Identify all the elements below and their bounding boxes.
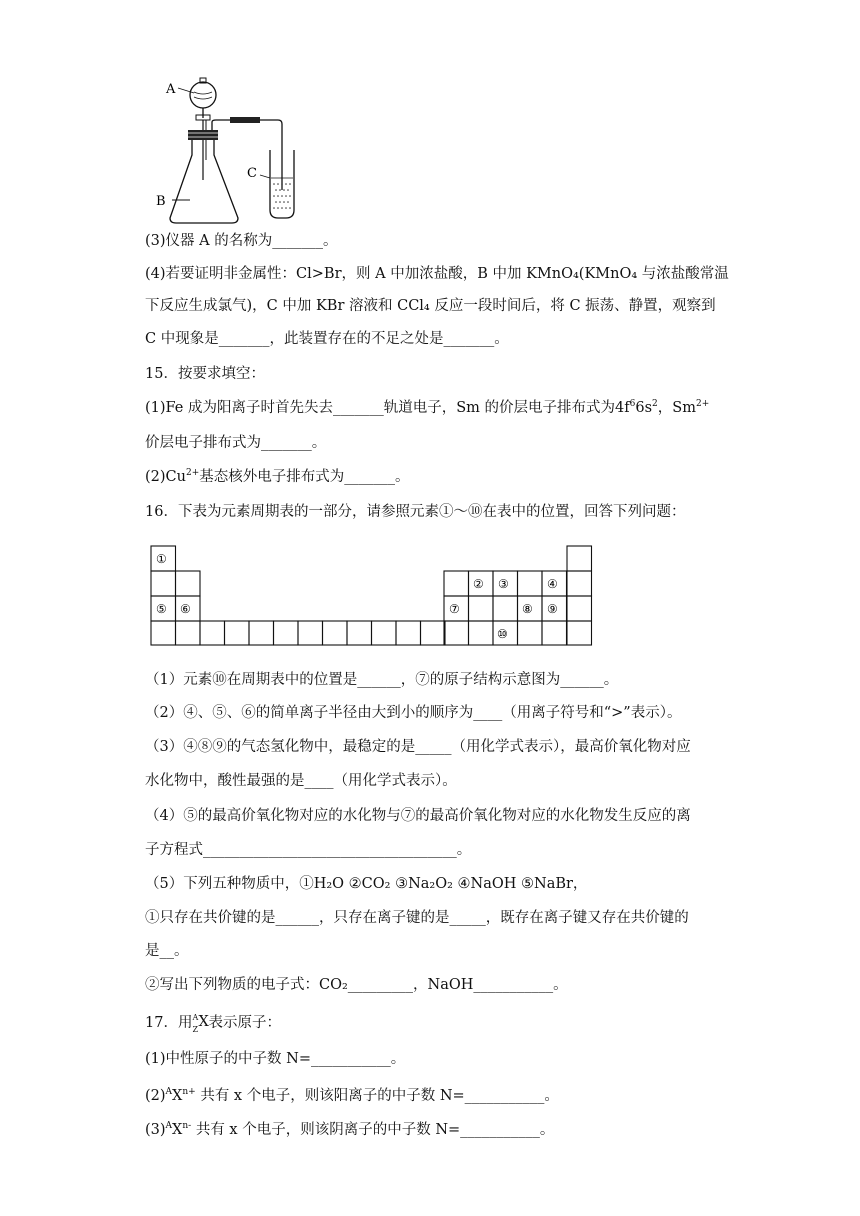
q16-title: 16．下表为元素周期表的一部分，请参照元素①～⑩在表中的位置，回答下列问题：	[145, 504, 686, 520]
label-a: A	[166, 82, 176, 97]
apparatus-figure	[150, 60, 330, 230]
q16-sub2: （2）④、⑤、⑥的简单离子半径由大到小的顺序为____（用离子符号和“>”表示）。	[145, 705, 682, 721]
q17-title: 17．用 A Z X 表示原子：	[145, 1013, 281, 1034]
q16-sub5-line3: 是__。	[145, 943, 189, 959]
mark-7: ⑦	[449, 602, 460, 616]
q15-title: 15．按要求填空：	[145, 366, 265, 382]
q16-sub5-line1: （5）下列五种物质中，①H₂O ②CO₂ ③Na₂O₂ ④NaOH ⑤NaBr，	[145, 876, 588, 892]
mark-8: ⑧	[522, 602, 533, 616]
q16-sub3-line1: （3）④⑧⑨的气态氢化物中，最稳定的是_____（用化学式表示），最高价氧化物对应	[145, 739, 691, 755]
q16-sub4-line2: 子方程式___________________________________。	[145, 842, 472, 858]
q16-sub1: （1）元素⑩在周期表中的位置是______，⑦的原子结构示意图为______。	[145, 672, 619, 688]
label-c: C	[247, 166, 257, 181]
q16-sub4-line1: （4）⑤的最高价氧化物对应的水化物与⑦的最高价氧化物对应的水化物发生反应的离	[145, 808, 691, 824]
q15-sub1-line2: 价层电子排布式为_______。	[145, 435, 327, 451]
mark-3: ③	[498, 577, 509, 591]
q16-sub3-line2: 水化物中，酸性最强的是____（用化学式表示）。	[145, 773, 457, 789]
q17-sub2: $(2)^AX^{n+}$ 共有 x 个电子，则该阳离子的中子数 N=___________。	[145, 1087, 559, 1104]
periodic-table-fragment	[150, 545, 593, 646]
nuclide-notation: A Z X	[192, 1013, 209, 1034]
q15-sub1-line1: (1)Fe 成为阳离子时首先失去_______轨道电子，Sm 的价层电子排布式为$4f^66s^2$，$Sm^{2+}$	[145, 399, 710, 416]
mark-6: ⑥	[180, 602, 191, 616]
mark-4: ④	[547, 577, 558, 591]
mark-5: ⑤	[156, 602, 167, 616]
q16-sub5-line4: ②写出下列物质的电子式：CO₂_________，NaOH___________。	[145, 977, 568, 993]
mark-10: ⑩	[497, 627, 508, 641]
q17-sub3: $(3)^AX^{n-}$ 共有 x 个电子，则该阴离子的中子数 N=___________。	[145, 1121, 555, 1138]
mark-2: ②	[473, 577, 484, 591]
label-b: B	[156, 194, 166, 209]
mark-1: ①	[156, 552, 167, 566]
q14-sub4-line1: (4)若要证明非金属性：Cl>Br，则 A 中加浓盐酸，B 中加 KMnO₄(KMnO₄ 与浓盐酸常温	[145, 266, 729, 282]
q14-sub4-line3: C 中现象是_______，此装置存在的不足之处是_______。	[145, 331, 509, 347]
q14-sub4-line2: 下反应生成氯气)，C 中加 KBr 溶液和 CCl₄ 反应一段时间后，将 C 振荡、静置，观察到	[145, 298, 716, 314]
mark-9: ⑨	[547, 602, 558, 616]
q14-sub3: (3)仪器 A 的名称为_______。	[145, 233, 338, 249]
q17-sub1: (1)中性原子的中子数 N=___________。	[145, 1051, 406, 1067]
q15-sub2: $(2)Cu^{2+}$基态核外电子排布式为_______。	[145, 468, 410, 485]
q16-sub5-line2: ①只存在共价键的是______，只存在离子键的是_____，既存在离子键又存在共价键的	[145, 910, 689, 926]
